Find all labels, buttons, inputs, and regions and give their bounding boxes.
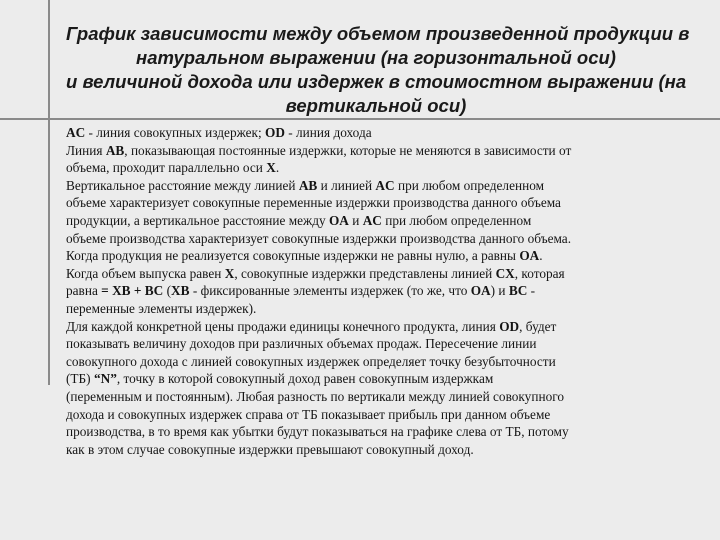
text-run: , показывающая постоянные издержки, которые не меняются в зависимости от (124, 142, 572, 158)
text-run: объема, проходит параллельно оси (66, 160, 267, 176)
text-run: (переменным и постоянным). Любая разность по вертикали между линией совокупного (66, 388, 564, 404)
bold-term: OD (265, 125, 285, 140)
text-run: и линией (317, 177, 376, 193)
bold-term: OA (519, 248, 540, 264)
bold-term: OD (499, 318, 520, 334)
text-run: , совокупные издержки представлены линией (234, 265, 496, 281)
bold-term: X (224, 265, 235, 281)
body-line (66, 318, 696, 336)
bold-term: XB (171, 283, 190, 299)
body-text (66, 124, 696, 458)
bold-term: AC (362, 212, 382, 228)
text-run: продукции, а вертикальное расстояние между (66, 212, 329, 228)
text-run: объеме производства характеризует совокупные издержки производства данного объема. (66, 230, 572, 246)
bold-term: OA (328, 212, 349, 228)
bold-term: AB (105, 142, 125, 158)
body-line (66, 441, 696, 459)
body-line (66, 423, 696, 441)
text-run: ) и (490, 283, 509, 299)
title-line-2: натуральном выражении (на горизонтальной оси) (136, 47, 616, 68)
text-run: - линия совокупных издержек; (85, 125, 265, 140)
text-run: при любом определенном (394, 177, 545, 193)
text-run: ( (163, 283, 172, 299)
text-run: Для каждой конкретной цены продажи единицы конечного продукта, линия (66, 318, 500, 334)
text-run: Когда объем выпуска равен (66, 265, 225, 281)
text-run: Линия (66, 142, 106, 158)
text-run: . (275, 160, 280, 176)
text-run: , которая (514, 265, 565, 281)
horizontal-divider (0, 118, 720, 120)
bold-term: = XB + BC (101, 283, 164, 299)
title-line-1: График зависимости между объемом произведенной продукции в (66, 23, 690, 44)
body-line (66, 353, 696, 371)
body-line (66, 247, 696, 265)
bold-term: X (266, 160, 276, 176)
body-line (66, 370, 696, 388)
text-run: как в этом случае совокупные издержки превышают совокупный доход. (66, 441, 474, 457)
body-line (66, 230, 696, 248)
text-run: - (527, 283, 536, 299)
body-line (66, 406, 696, 424)
bold-term: “N” (93, 371, 117, 387)
text-run: (ТБ) (66, 371, 94, 387)
vertical-divider (48, 0, 50, 385)
text-run: . (539, 248, 543, 264)
bold-term: BC (508, 283, 528, 299)
text-run: - фиксированные элементы издержек (то же, что (189, 283, 471, 299)
body-line (66, 177, 696, 195)
body-line (66, 194, 696, 212)
text-run: совокупного дохода с линией совокупных издержек определяет точку безубыточности (66, 353, 556, 369)
text-run: и (348, 212, 363, 228)
text-run: объеме характеризует совокупные переменные издержки производства данного объема (66, 195, 561, 211)
slide-title (66, 22, 690, 118)
bold-term: AC (375, 177, 395, 193)
text-run: Вертикальное расстояние между линией (66, 177, 299, 193)
text-run: переменные элементы издержек). (66, 300, 257, 316)
bold-term: AB (298, 177, 318, 193)
body-line (66, 282, 696, 300)
body-line (66, 388, 696, 406)
text-run: - линия дохода (284, 125, 372, 140)
text-run: , точку в которой совокупный доход равен совокупным издержкам (116, 371, 494, 387)
title-line-4: вертикальной оси) (285, 95, 467, 116)
text-run: дохода и совокупных издержек справа от ТБ показывает прибыль при данном объеме (66, 406, 551, 422)
body-line (66, 159, 696, 177)
text-run: производства, в то время как убытки будут показываться на графике слева от ТБ, потому (66, 424, 569, 440)
body-line (66, 142, 696, 160)
body-line (66, 124, 696, 142)
body-line (66, 335, 696, 353)
text-run: , будет (519, 318, 557, 334)
body-line (66, 212, 696, 230)
text-run: при любом определенном (381, 212, 532, 228)
bold-term: OA (470, 283, 491, 299)
title-line-3: и величиной дохода или издержек в стоимостном выражении (на (66, 71, 687, 92)
text-run: показывать величину доходов при различных объемах продаж. Пересечение линии (66, 336, 537, 352)
bold-term: AC (66, 125, 86, 140)
bold-term: CX (495, 265, 515, 281)
text-run: Когда продукция не реализуется совокупные издержки не равны нулю, а равны (66, 248, 520, 264)
body-line (66, 300, 696, 318)
text-run: равна (66, 283, 102, 299)
body-line (66, 265, 696, 283)
